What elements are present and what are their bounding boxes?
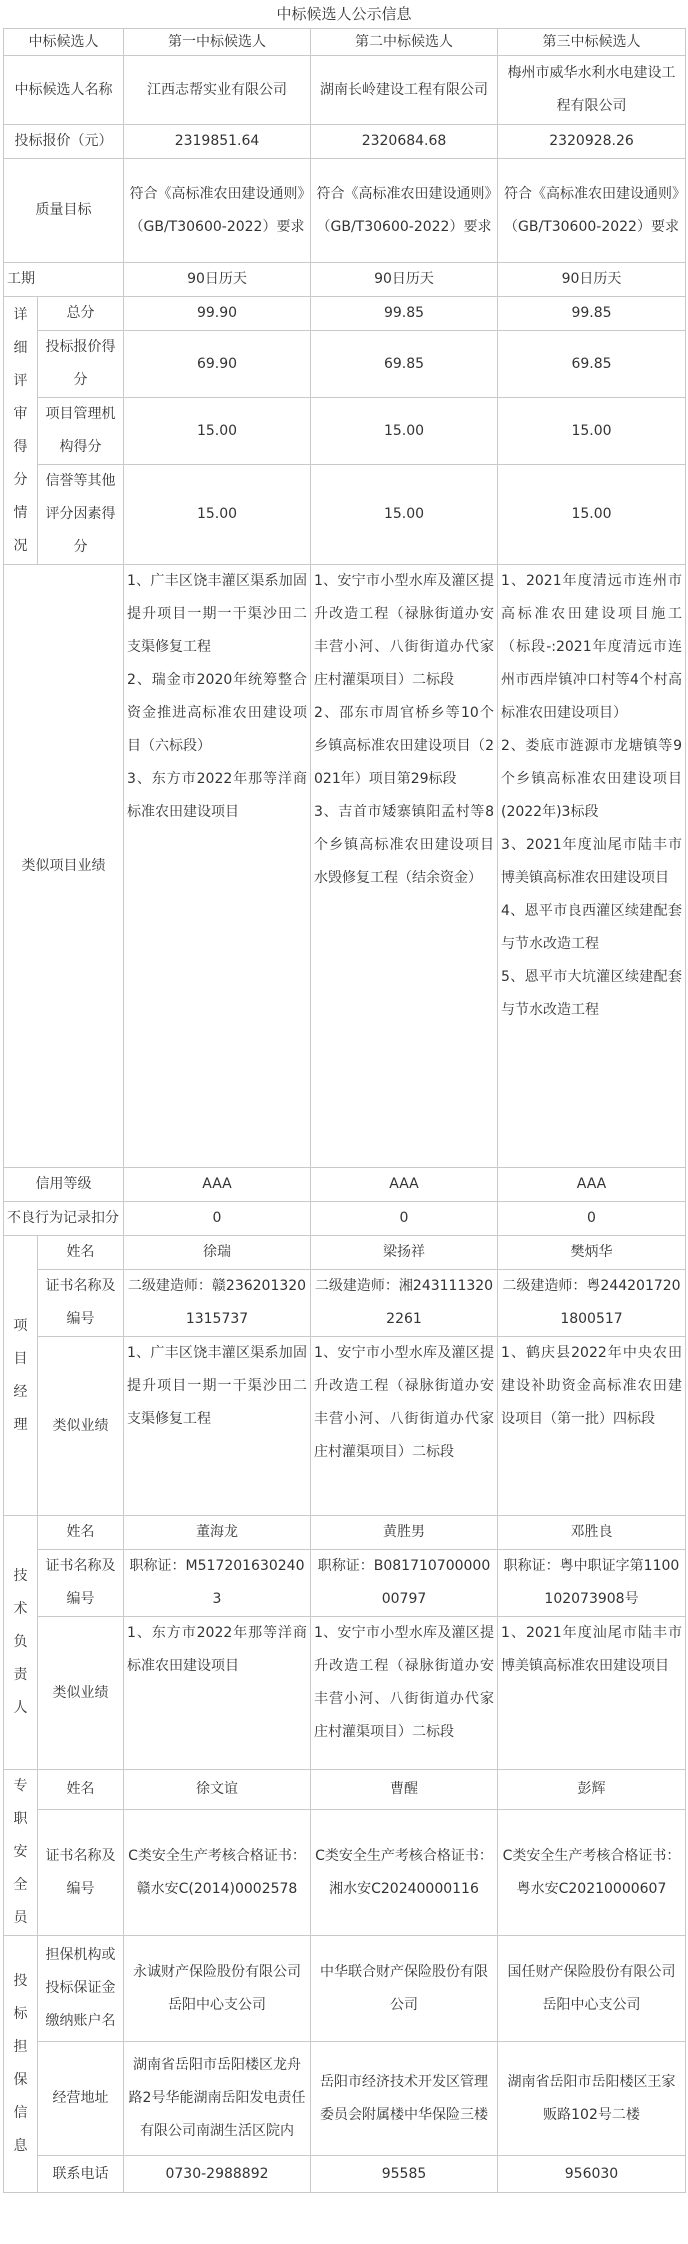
pm-cert-row bbox=[4, 1270, 686, 1337]
review-value: 69.85 bbox=[498, 331, 686, 398]
tl-exp: 1、安宁市小型水库及灌区提升改造工程（禄脉街道办安丰营小河、八街街道办代家庄村灌渠项目）二标段 bbox=[311, 1617, 498, 1770]
header-label: 中标候选人 bbox=[4, 29, 124, 56]
review-row bbox=[4, 331, 686, 398]
guarantee-bank: 永诚财产保险股份有限公司岳阳中心支公司 bbox=[124, 1936, 311, 2042]
tl-exp: 1、东方市2022年那等洋商标准农田建设项目 bbox=[124, 1617, 311, 1770]
tl-name: 黄胜男 bbox=[311, 1516, 498, 1550]
pm-exp: 1、鹤庆县2022年中央农田建设补助资金高标准农田建设项目（第一批）四标段 bbox=[498, 1337, 686, 1516]
so-name-row bbox=[4, 1770, 686, 1810]
review-item-label: 总分 bbox=[38, 297, 124, 331]
review-value: 69.90 bbox=[124, 331, 311, 398]
review-value: 69.85 bbox=[311, 331, 498, 398]
tl-cert-label: 证书名称及编号 bbox=[38, 1550, 124, 1617]
pm-group-label: 项目经理 bbox=[4, 1236, 38, 1516]
tl-name: 董海龙 bbox=[124, 1516, 311, 1550]
so-cert-label: 证书名称及编号 bbox=[38, 1810, 124, 1936]
tl-exp: 1、2021年度汕尾市陆丰市博美镇高标准农田建设项目 bbox=[498, 1617, 686, 1770]
guarantee-address: 湖南省岳阳市岳阳楼区龙舟路2号华能湖南岳阳发电责任有限公司南湖生活区院内 bbox=[124, 2042, 311, 2156]
so-name: 徐文谊 bbox=[124, 1770, 311, 1810]
tl-cert-row bbox=[4, 1550, 686, 1617]
candidate-name-1: 江西志帮实业有限公司 bbox=[124, 56, 311, 125]
credit-row bbox=[4, 1168, 686, 1202]
pm-name: 徐瑞 bbox=[124, 1236, 311, 1270]
guarantee-address-row bbox=[4, 2042, 686, 2156]
candidate-table bbox=[3, 28, 686, 2193]
guarantee-bank: 中华联合财产保险股份有限公司 bbox=[311, 1936, 498, 2042]
quality-3: 符合《高标准农田建设通则》（GB/T30600-2022）要求 bbox=[498, 159, 686, 263]
header-second: 第二中标候选人 bbox=[311, 29, 498, 56]
review-item-label: 投标报价得分 bbox=[38, 331, 124, 398]
header-first: 第一中标候选人 bbox=[124, 29, 311, 56]
tl-cert: 职称证：B08171070000000797 bbox=[311, 1550, 498, 1617]
review-value: 15.00 bbox=[311, 398, 498, 465]
review-item-label: 信誉等其他评分因素得分 bbox=[38, 465, 124, 565]
bad-record-3: 0 bbox=[498, 1202, 686, 1236]
pm-exp: 1、安宁市小型水库及灌区提升改造工程（禄脉街道办安丰营小河、八街街道办代家庄村灌渠项目）二标段 bbox=[311, 1337, 498, 1516]
period-3: 90日历天 bbox=[498, 263, 686, 297]
so-cert: C类安全生产考核合格证书：湘水安C20240000116 bbox=[311, 1810, 498, 1936]
guarantee-tel-label: 联系电话 bbox=[38, 2156, 124, 2193]
guarantee-bank: 国任财产保险股份有限公司岳阳中心支公司 bbox=[498, 1936, 686, 2042]
pm-cert: 二级建造师：粤2442017201800517 bbox=[498, 1270, 686, 1337]
so-name-label: 姓名 bbox=[38, 1770, 124, 1810]
review-value: 15.00 bbox=[498, 465, 686, 565]
quality-2: 符合《高标准农田建设通则》（GB/T30600-2022）要求 bbox=[311, 159, 498, 263]
similar-projects-row bbox=[4, 565, 686, 1168]
row-label: 类似项目业绩 bbox=[4, 565, 124, 1168]
pm-cert: 二级建造师：湘2431113202261 bbox=[311, 1270, 498, 1337]
guarantee-address: 湖南省岳阳市岳阳楼区王家贩路102号二楼 bbox=[498, 2042, 686, 2156]
review-value: 15.00 bbox=[124, 398, 311, 465]
candidate-name-2: 湖南长岭建设工程有限公司 bbox=[311, 56, 498, 125]
row-label: 质量目标 bbox=[4, 159, 124, 263]
pm-exp-label: 类似业绩 bbox=[38, 1337, 124, 1516]
review-value: 15.00 bbox=[498, 398, 686, 465]
row-label: 投标报价（元） bbox=[4, 125, 124, 159]
guarantee-address: 岳阳市经济技术开发区管理委员会附属楼中华保险三楼 bbox=[311, 2042, 498, 2156]
pm-exp: 1、广丰区饶丰灌区渠系加固提升项目一期一干渠沙田二支渠修复工程 bbox=[124, 1337, 311, 1516]
candidate-name-3: 梅州市威华水利水电建设工程有限公司 bbox=[498, 56, 686, 125]
tl-group-label: 技术负责人 bbox=[4, 1516, 38, 1770]
review-group-label: 详细评审得分情况 bbox=[4, 297, 38, 565]
bid-price-row bbox=[4, 125, 686, 159]
row-label: 中标候选人名称 bbox=[4, 56, 124, 125]
bid-price-2: 2320684.68 bbox=[311, 125, 498, 159]
period-1: 90日历天 bbox=[124, 263, 311, 297]
header-third: 第三中标候选人 bbox=[498, 29, 686, 56]
pm-name: 樊炳华 bbox=[498, 1236, 686, 1270]
pm-cert: 二级建造师：赣2362013201315737 bbox=[124, 1270, 311, 1337]
pm-name: 梁扬祥 bbox=[311, 1236, 498, 1270]
tl-name-label: 姓名 bbox=[38, 1516, 124, 1550]
credit-2: AAA bbox=[311, 1168, 498, 1202]
review-item-label: 项目管理机构得分 bbox=[38, 398, 124, 465]
guarantee-group-label: 投标担保信息 bbox=[4, 1936, 38, 2193]
credit-3: AAA bbox=[498, 1168, 686, 1202]
quality-row bbox=[4, 159, 686, 263]
review-value: 99.85 bbox=[498, 297, 686, 331]
pm-name-row bbox=[4, 1236, 686, 1270]
so-cert-row bbox=[4, 1810, 686, 1936]
review-value: 99.90 bbox=[124, 297, 311, 331]
period-row bbox=[4, 263, 686, 297]
review-row bbox=[4, 398, 686, 465]
bad-record-row bbox=[4, 1202, 686, 1236]
tl-name-row bbox=[4, 1516, 686, 1550]
so-cert: C类安全生产考核合格证书：赣水安C(2014)0002578 bbox=[124, 1810, 311, 1936]
review-value: 15.00 bbox=[311, 465, 498, 565]
bid-price-1: 2319851.64 bbox=[124, 125, 311, 159]
review-row bbox=[4, 465, 686, 565]
tl-cert: 职称证：M5172016302403 bbox=[124, 1550, 311, 1617]
pm-name-label: 姓名 bbox=[38, 1236, 124, 1270]
so-name: 彭辉 bbox=[498, 1770, 686, 1810]
pm-exp-row bbox=[4, 1337, 686, 1516]
row-label: 工期 bbox=[4, 263, 124, 297]
candidate-name-row bbox=[4, 56, 686, 125]
bad-record-1: 0 bbox=[124, 1202, 311, 1236]
similar-projects-1: 1、广丰区饶丰灌区渠系加固提升项目一期一干渠沙田二支渠修复工程 2、瑞金市2020年统筹整合资金推进高标准农田建设项目（六标段） 3、东方市2022年那等洋商标准农田建设项目 bbox=[124, 565, 311, 1168]
period-2: 90日历天 bbox=[311, 263, 498, 297]
guarantee-tel: 95585 bbox=[311, 2156, 498, 2193]
guarantee-address-label: 经营地址 bbox=[38, 2042, 124, 2156]
review-value: 99.85 bbox=[311, 297, 498, 331]
guarantee-tel: 0730-2988892 bbox=[124, 2156, 311, 2193]
review-value: 15.00 bbox=[124, 465, 311, 565]
tl-name: 邓胜良 bbox=[498, 1516, 686, 1550]
so-name: 曹醒 bbox=[311, 1770, 498, 1810]
guarantee-bank-row bbox=[4, 1936, 686, 2042]
so-cert: C类安全生产考核合格证书：粤水安C20210000607 bbox=[498, 1810, 686, 1936]
credit-1: AAA bbox=[124, 1168, 311, 1202]
similar-projects-2: 1、安宁市小型水库及灌区提升改造工程（禄脉街道办安丰营小河、八街街道办代家庄村灌渠项目）二标段 2、邵东市周官桥乡等10个乡镇高标准农田建设项目（2021年）项目第29标段 3、吉首市矮寨镇阳孟村等8个乡镇高标准农田建设项目水毁修复工程（结余资金） bbox=[311, 565, 498, 1168]
header-row bbox=[4, 29, 686, 56]
tl-exp-row bbox=[4, 1617, 686, 1770]
bid-price-3: 2320928.26 bbox=[498, 125, 686, 159]
tl-exp-label: 类似业绩 bbox=[38, 1617, 124, 1770]
guarantee-bank-label: 担保机构或投标保证金缴纳账户名 bbox=[38, 1936, 124, 2042]
page-title: 中标候选人公示信息 bbox=[276, 5, 412, 23]
row-label: 信用等级 bbox=[4, 1168, 124, 1202]
review-row bbox=[4, 297, 686, 331]
bad-record-2: 0 bbox=[311, 1202, 498, 1236]
guarantee-tel-row bbox=[4, 2156, 686, 2193]
guarantee-tel: 956030 bbox=[498, 2156, 686, 2193]
row-label: 不良行为记录扣分 bbox=[4, 1202, 124, 1236]
tl-cert: 职称证：粤中职证字第1100102073908号 bbox=[498, 1550, 686, 1617]
pm-cert-label: 证书名称及编号 bbox=[38, 1270, 124, 1337]
quality-1: 符合《高标准农田建设通则》（GB/T30600-2022）要求 bbox=[124, 159, 311, 263]
so-group-label: 专职安全员 bbox=[4, 1770, 38, 1936]
similar-projects-3: 1、2021年度清远市连州市高标准农田建设项目施工（标段-:2021年度清远市连州市西岸镇冲口村等4个村高标准农田建设项目） 2、娄底市涟源市龙塘镇等9个乡镇高标准农田建设项目(2022年)3标段 3、2021年度汕尾市陆丰市博美镇高标准农田建设项目 4、恩平市良西灌区续建配套与节水改造工程 5、恩平市大坑灌区续建配套与节水改造工程 bbox=[498, 565, 686, 1168]
